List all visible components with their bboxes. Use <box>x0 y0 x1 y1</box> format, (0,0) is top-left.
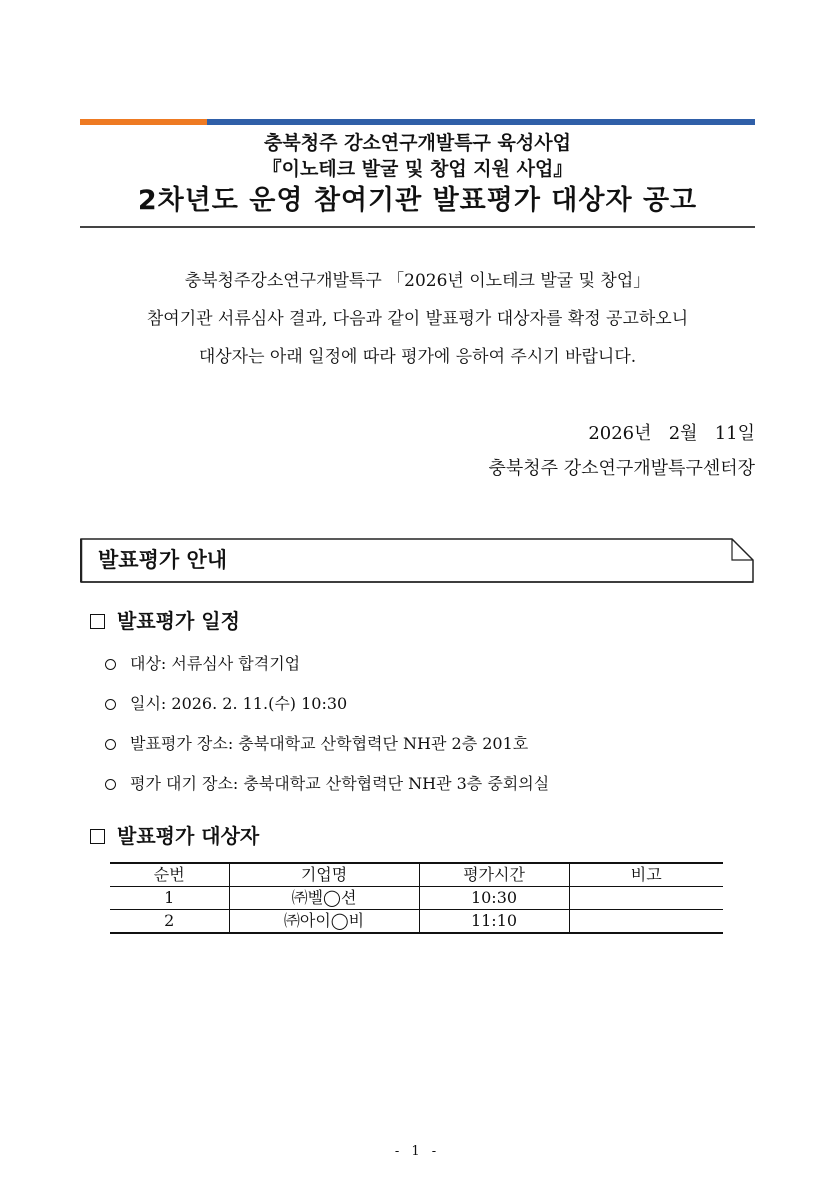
targets-heading-label: 발표평가 대상자 <box>117 824 260 848</box>
schedule-item <box>105 772 549 796</box>
table-cell <box>569 910 723 934</box>
table-cell: 1 <box>110 887 229 910</box>
table-cell: 2 <box>110 910 229 934</box>
intro-line-1: 충북청주강소연구개발특구 「2026년 이노테크 발굴 및 창업」 <box>184 271 651 291</box>
accent-orange-segment <box>80 119 207 125</box>
circle-bullet-icon <box>105 699 116 710</box>
page-title: 2차년도 운영 참여기관 발표평가 대상자 공고 <box>137 185 698 216</box>
notice-date-day: 11일 <box>714 423 755 444</box>
page-number: - 1 - <box>394 1144 441 1159</box>
intro-line-2: 참여기관 서류심사 결과, 다음과 같이 발표평가 대상자를 확정 공고하오니 <box>146 309 689 329</box>
targets-table <box>110 862 723 934</box>
targets-heading <box>90 822 259 850</box>
schedule-item-text: 발표평가 장소: 충북대학교 산학협력단 NH관 2층 201호 <box>130 734 529 753</box>
schedule-item-text: 대상: 서류심사 합격기업 <box>130 654 301 673</box>
square-bullet-icon <box>90 829 105 844</box>
square-bullet-icon <box>90 614 105 629</box>
title-line-2: 『이노테크 발굴 및 창업 지원 사업』 <box>262 158 573 180</box>
column-header: 평가시간 <box>419 863 569 887</box>
table-row <box>110 910 723 934</box>
title-accent-bar <box>80 119 755 125</box>
table-cell <box>569 887 723 910</box>
circle-bullet-icon <box>105 659 116 670</box>
table-cell: ㈜벨◯션 <box>229 887 419 910</box>
table-header-row <box>110 863 723 887</box>
intro-paragraph <box>80 262 755 376</box>
circle-bullet-icon <box>105 739 116 750</box>
schedule-item-text: 일시: 2026. 2. 11.(수) 10:30 <box>130 694 348 713</box>
title-block <box>80 128 755 220</box>
circle-bullet-icon <box>105 779 116 790</box>
accent-blue-segment <box>207 119 755 125</box>
section-title: 발표평가 안내 <box>98 548 228 572</box>
notice-date-month: 2월 <box>668 423 698 444</box>
column-header: 기업명 <box>229 863 419 887</box>
table-cell: 11:10 <box>419 910 569 934</box>
schedule-item <box>105 692 347 716</box>
column-header: 비고 <box>569 863 723 887</box>
table-cell: ㈜아이◯비 <box>229 910 419 934</box>
notice-date <box>588 420 755 448</box>
schedule-item-text: 평가 대기 장소: 충북대학교 산학협력단 NH관 3층 중회의실 <box>130 774 550 793</box>
column-header: 순번 <box>110 863 229 887</box>
title-line-1: 충북청주 강소연구개발특구 육성사업 <box>264 132 571 154</box>
schedule-item <box>105 732 528 756</box>
issuer-name: 충북청주 강소연구개발특구센터장 <box>488 458 755 479</box>
intro-line-3: 대상자는 아래 일정에 따라 평가에 응하여 주시기 바랍니다. <box>198 347 637 367</box>
table-row <box>110 887 723 910</box>
title-divider <box>80 226 755 228</box>
schedule-item <box>105 652 300 676</box>
table-cell: 10:30 <box>419 887 569 910</box>
schedule-heading <box>90 607 240 635</box>
schedule-heading-label: 발표평가 일정 <box>117 609 240 633</box>
section-box <box>80 538 754 582</box>
notice-date-year: 2026년 <box>588 423 652 444</box>
